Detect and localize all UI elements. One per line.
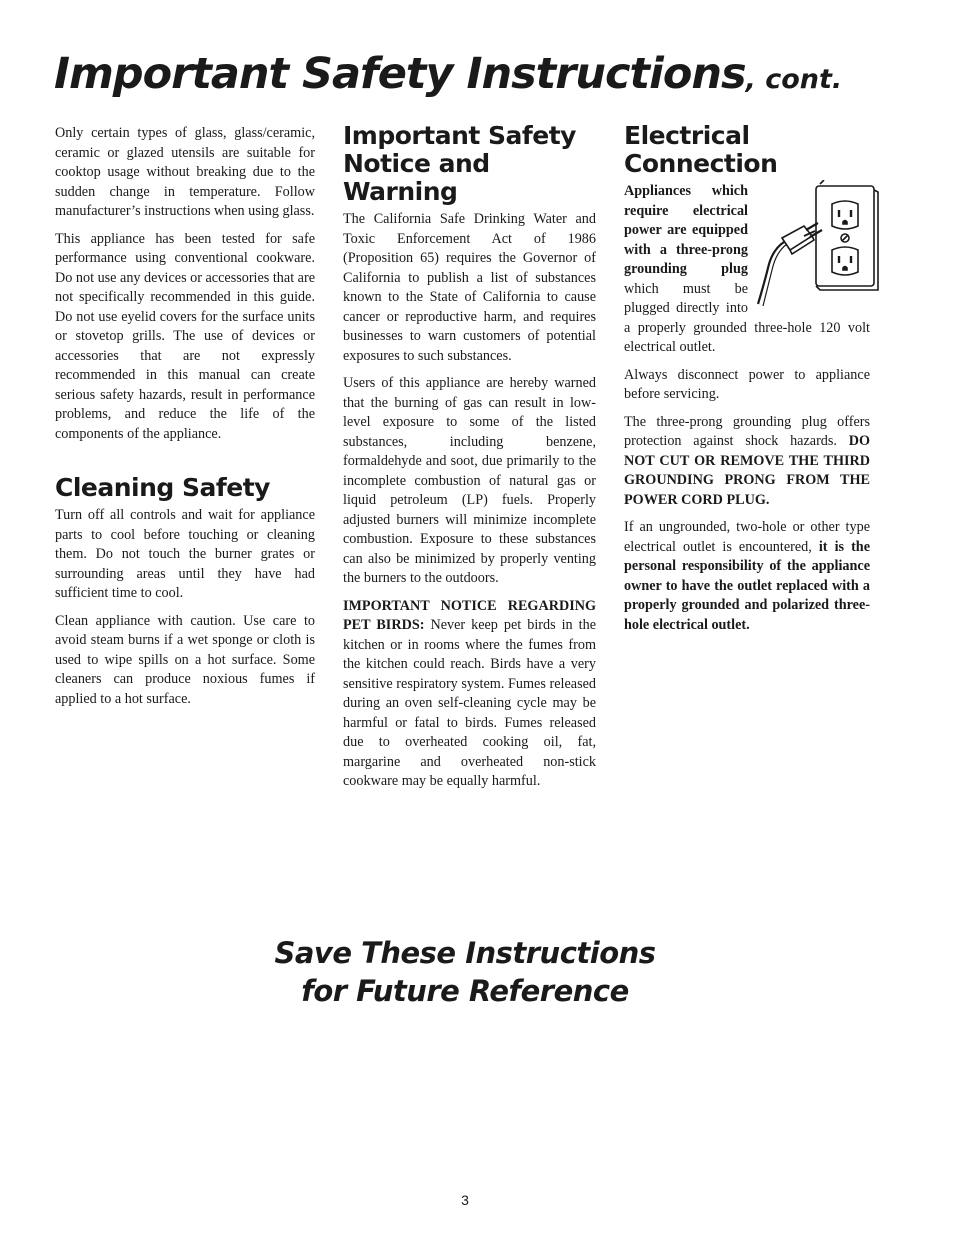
cleaning-controls-paragraph: Turn off all controls and wait for appliance parts to cool before touching or cleaning them. Do not touch the burner grates or surrounding areas until they have had sufficient time to cool. bbox=[55, 507, 315, 601]
grounding-plug-block bbox=[624, 182, 870, 358]
proposition-65-paragraph: The California Safe Drinking Water and Toxic Enforcement Act of 1986 (Proposition 65) requires the Governor of California to publish a list of substances known to the State of California to cause cancer or reproductive harm, and requires businesses to warn customers of potential exposures to such substances. bbox=[343, 211, 596, 364]
save-line-1: Save These Instructions bbox=[274, 936, 656, 970]
grounding-plug-text: which must be plugged directly into a properly grounded three-hole 120 volt electrical outlet. bbox=[624, 280, 870, 355]
save-line-2: for Future Reference bbox=[301, 974, 629, 1008]
page-number: 3 bbox=[461, 1192, 469, 1208]
page-title bbox=[54, 46, 842, 108]
page-title-suffix: , cont. bbox=[745, 64, 843, 95]
page-title-main: Important Safety Instructions bbox=[54, 49, 746, 99]
pet-birds-paragraph bbox=[343, 597, 596, 792]
pet-birds-lead: IMPORTANT NOTICE REGARDING PET BIRDS: bbox=[343, 597, 596, 633]
column-middle bbox=[343, 121, 596, 800]
cleaning-caution-paragraph: Clean appliance with caution. Use care to avoid steam burns if a wet sponge or cloth is used to wipe spills on a hot surface. Some cleaners can produce noxious fumes if applied to a hot surface. bbox=[55, 612, 315, 707]
column-left bbox=[55, 124, 315, 717]
glass-cookware-paragraph: Only certain types of glass, glass/ceramic, ceramic or glazed utensils are suitable for cooktop usage without breaking due to the sudden change in temperature. Follow manufacturer’s instructions when using glass. bbox=[55, 125, 315, 219]
grounded-outlet-plug-illustration bbox=[754, 180, 882, 308]
grounding-plug-bold: Appliances which require electrical power are equipped with a three-prong grounding plug bbox=[624, 183, 748, 277]
pet-birds-text: Never keep pet birds in the kitchen or in rooms where the fumes from the kitchen could reach. Birds have a very sensitive respiratory system. Fumes released during an oven self-cleaning cycle may be harmful or fatal to birds. Fumes released due to overheated cooking oil, fat, margarine and overheated non-stick cookware may be equally harmful. bbox=[343, 617, 596, 789]
gas-exposure-paragraph: Users of this appliance are hereby warned that the burning of gas can result in low-level exposure to some of the listed substances, including benzene, formaldehyde and soot, due primarily to the incomplete combustion of natural gas or liquid petroleum (LP) fuels. Properly adjusted burners will minimize incomplete combustion. Exposure to these substances can also be minimized by properly venting the burners to the outdoors. bbox=[343, 375, 596, 586]
ungrounded-outlet-paragraph bbox=[624, 518, 870, 635]
accessories-paragraph: This appliance has been tested for safe performance using conventional cookware. Do not use any devices or accessories that are not specifically recommended in this guide. Do not use eyelid covers for the surface units or stovetop grills. The use of devices or accessories that are not expressly recommended in this manual can create serious safety hazards, result in performance problems, and reduce the life of the components of the appliance. bbox=[55, 230, 316, 442]
disconnect-power-paragraph: Always disconnect power to appliance before servicing. bbox=[624, 366, 870, 402]
third-prong-paragraph bbox=[624, 413, 870, 511]
ungrounded-outlet-text: If an ungrounded, two-hole or other type electrical outlet is encountered, bbox=[624, 519, 870, 555]
cleaning-safety-heading: Cleaning Safety bbox=[55, 473, 270, 502]
third-prong-warning: DO NOT CUT OR REMOVE THE THIRD GROUNDING PRONG FROM THE POWER CORD PLUG. bbox=[624, 433, 870, 508]
electrical-connection-heading: Electrical Connection bbox=[624, 121, 778, 178]
third-prong-text: The three-prong grounding plug offers protection against shock hazards. bbox=[624, 413, 870, 449]
column-right bbox=[624, 121, 870, 643]
save-instructions-banner bbox=[0, 934, 930, 1010]
safety-notice-heading: Important Safety Notice and Warning bbox=[343, 121, 576, 206]
ungrounded-outlet-bold: it is the personal responsibility of the appliance owner to have the outlet replaced with a properly grounded and polarized three-hole electrical outlet. bbox=[624, 538, 870, 633]
